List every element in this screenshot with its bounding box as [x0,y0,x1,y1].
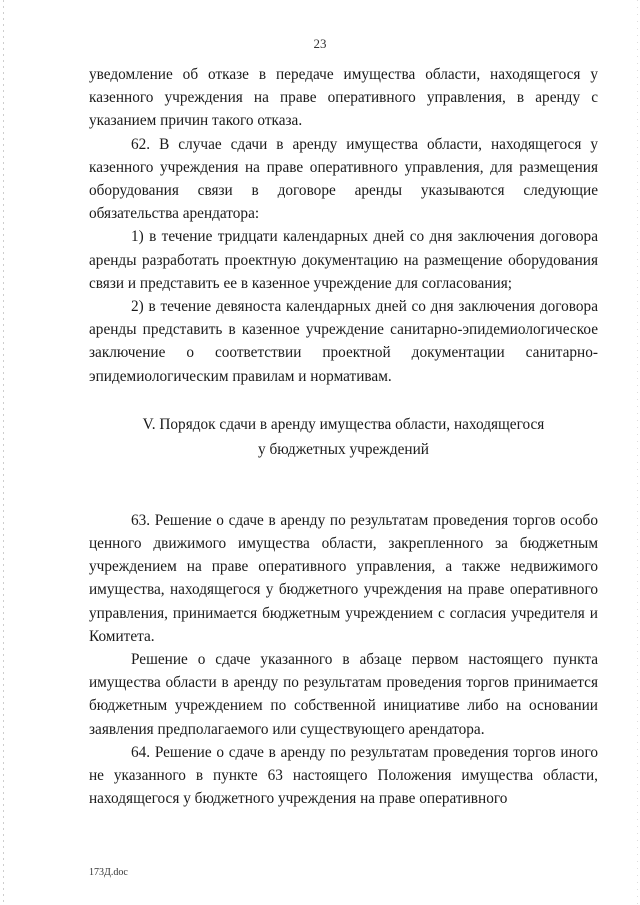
scan-edge-right [637,0,638,905]
section-heading-line-2: у бюджетных учреждений [258,440,429,458]
scan-edge-left [3,0,4,905]
paragraph-continuation: уведомление об отказе в передаче имущества области, находящегося у казенного учреждения на праве оперативного управления, в аренду с указанием причин такого отказа. [89,66,598,130]
paragraph-63-second: Решение о сдаче указанного в абзаце первом настоящего пункта имущества области в аренду по результатам проведения торгов принимается бюджетным учреждением по собственной инициативе либо на основании заявления предполагаемого или существующего арендатора. [89,651,598,738]
footer-filename: 173Д.doc [89,867,128,878]
paragraph-62: 62. В случае сдачи в аренду имущества области, находящегося у казенного учреждения на праве оперативного управления, для размещения оборудования связи в договоре аренды указываются следующие обязательства арендатора: [89,135,598,223]
list-item-1: 1) в течение тридцати календарных дней со дня заключения договора аренды разработать проектную документацию на размещение оборудования связи и представить ее в казенное учреждение для согласования; [89,228,598,292]
section-heading-line-1: V. Порядок сдачи в аренду имущества области, находящегося [142,415,545,433]
paragraph-63: 63. Решение о сдаче в аренду по результатам проведения торгов особо ценного движимого имущества области, закрепленного за бюджетным учреждением на праве оперативного управления, а также недвижимого имущества, находящегося у бюджетного учреждения на праве оперативного управления, принимается бюджетным учреждением с согласия учредителя и Комитета. [89,511,598,645]
list-item-2: 2) в течение девяноста календарных дней со дня заключения договора аренды представить в казенное учреждение санитарно-эпидемиологическое заключение о соответствии проектной документации санитарно-эпидемиологическим правилам и нормативам. [89,298,598,385]
page-number: 23 [313,36,327,51]
section-heading [89,412,598,462]
document-body [89,63,598,810]
paragraph-64: 64. Решение о сдаче в аренду по результатам проведения торгов иного не указанного в пункте 63 настоящего Положения имущества области, находящегося у бюджетного учреждения на праве оперативного [89,743,598,808]
